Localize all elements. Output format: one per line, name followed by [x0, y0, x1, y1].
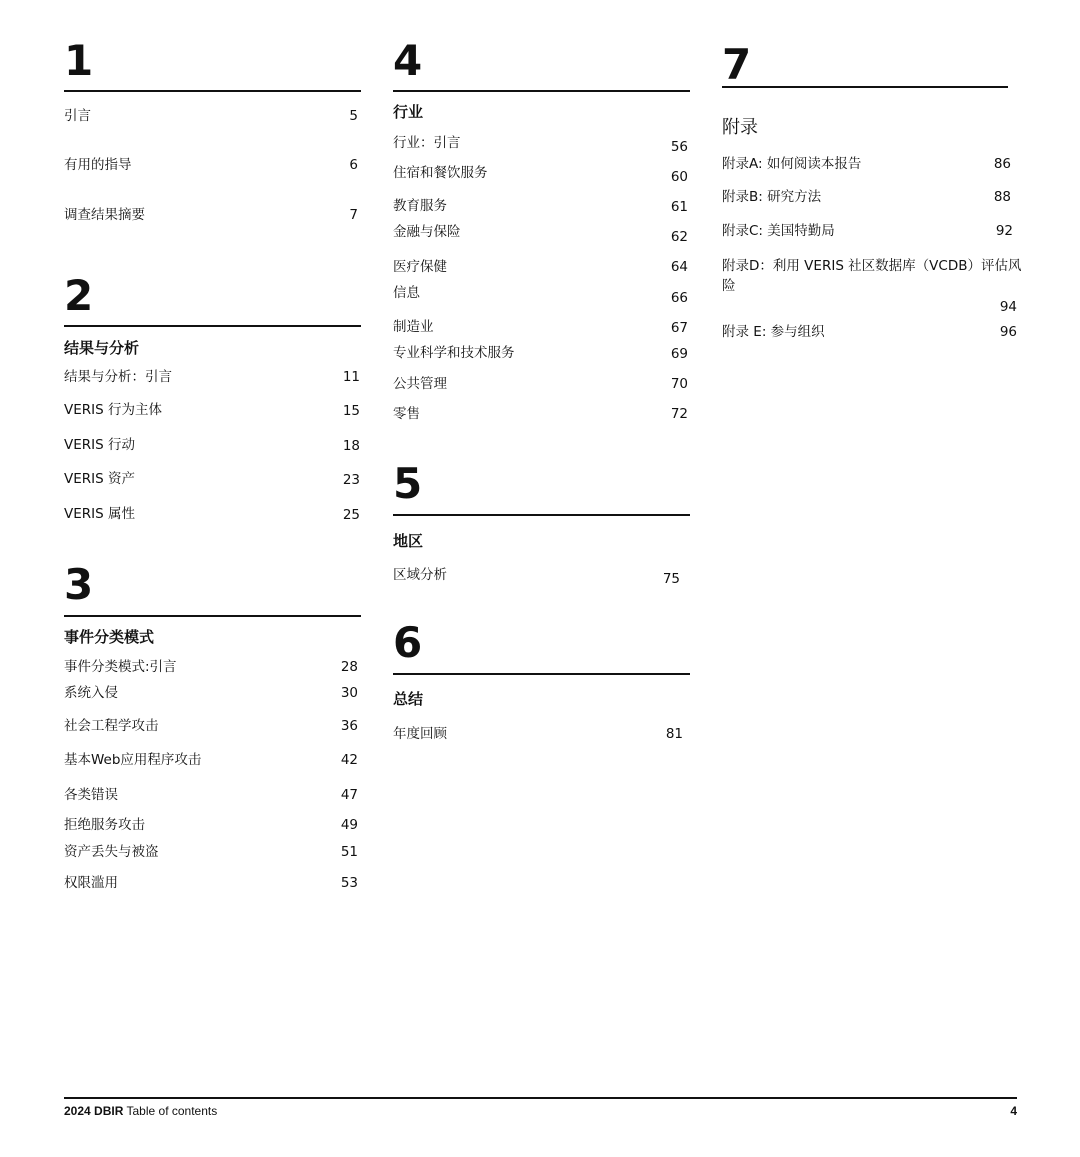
section-2-heading: 结果与分析: [64, 339, 140, 357]
toc-entry-label[interactable]: 零售: [393, 406, 420, 422]
toc-entry-page: 18: [342, 438, 360, 454]
toc-entry-page: 92: [995, 223, 1013, 239]
section-4-heading: 行业: [393, 103, 424, 121]
section-3-rule: [64, 615, 361, 617]
toc-entry-page: 7: [349, 207, 358, 223]
toc-entry-page: 49: [340, 817, 358, 833]
toc-entry-label[interactable]: 基本Web应用程序攻击: [64, 752, 202, 768]
toc-entry-label[interactable]: 拒绝服务攻击: [64, 817, 145, 833]
toc-entry-page: 70: [670, 376, 688, 392]
toc-entry-page: 23: [342, 472, 360, 488]
section-1-number: 1: [64, 36, 94, 85]
toc-entry-page: 86: [993, 156, 1011, 172]
toc-entry-page: 25: [342, 507, 360, 523]
footer-page-number: [977, 1103, 1017, 1119]
toc-entry-label[interactable]: 附录 E: 参与组织: [722, 324, 825, 340]
toc-entry-label[interactable]: 附录D：利用 VERIS 社区数据库（VCDB）评估风险: [722, 258, 1022, 294]
toc-entry-label[interactable]: VERIS 属性: [64, 506, 135, 522]
toc-entry-label[interactable]: 调查结果摘要: [64, 207, 145, 223]
toc-entry-page: 81: [665, 726, 683, 742]
toc-entry-page: 94: [999, 299, 1017, 315]
toc-entry-page: 36: [340, 718, 358, 734]
toc-entry-label[interactable]: 教育服务: [393, 198, 447, 214]
toc-entry-page: 66: [670, 290, 688, 306]
toc-entry-label[interactable]: 权限滥用: [64, 875, 118, 891]
toc-entry-page: 96: [999, 324, 1017, 340]
toc-entry-page: 53: [340, 875, 358, 891]
toc-entry-label[interactable]: 社会工程学攻击: [64, 718, 159, 734]
section-7-heading: 附录: [722, 117, 758, 138]
toc-entry-label[interactable]: 资产丢失与被盗: [64, 844, 159, 860]
section-7-number: 7: [722, 40, 752, 89]
toc-entry-label[interactable]: VERIS 行动: [64, 437, 135, 453]
toc-entry-label[interactable]: 区域分析: [393, 567, 447, 583]
toc-entry-page: 64: [670, 259, 688, 275]
section-6-number: 6: [393, 618, 423, 667]
section-5-rule: [393, 514, 690, 516]
section-6-heading: 总结: [393, 690, 424, 708]
toc-entry-page: 69: [670, 346, 688, 362]
toc-entry-label[interactable]: 有用的指导: [64, 157, 132, 173]
section-5-number: 5: [393, 459, 423, 508]
section-6-rule: [393, 673, 690, 675]
toc-entry-page: 60: [670, 169, 688, 185]
section-5-heading: 地区: [393, 532, 424, 550]
toc-entry-label[interactable]: 公共管理: [393, 376, 447, 392]
toc-entry-page: 56: [670, 139, 688, 155]
footer-report-name: 2024 DBIR: [64, 1104, 124, 1118]
toc-entry-page: 30: [340, 685, 358, 701]
toc-entry-label[interactable]: VERIS 资产: [64, 471, 135, 487]
toc-entry-label[interactable]: 各类错误: [64, 787, 118, 803]
toc-entry-label[interactable]: 系统入侵: [64, 685, 118, 701]
page-number: 4: [1010, 1104, 1017, 1118]
toc-entry-page: 88: [993, 189, 1011, 205]
section-1-rule: [64, 90, 361, 92]
toc-entry-label[interactable]: 住宿和餐饮服务: [393, 165, 488, 181]
toc-entry-page: 15: [342, 403, 360, 419]
toc-entry-page: 11: [342, 369, 360, 385]
toc-entry-label[interactable]: 事件分类模式:引言: [64, 659, 177, 675]
toc-entry-label[interactable]: VERIS 行为主体: [64, 402, 162, 418]
section-2-number: 2: [64, 271, 94, 320]
toc-entry-label[interactable]: 附录B: 研究方法: [722, 189, 822, 205]
toc-entry-label[interactable]: 附录C: 美国特勤局: [722, 223, 835, 239]
toc-entry-label[interactable]: 行业：引言: [393, 135, 461, 151]
toc-entry-page: 47: [340, 787, 358, 803]
toc-entry-label[interactable]: 专业科学和技术服务: [393, 345, 515, 361]
toc-entry-label[interactable]: 附录A: 如何阅读本报告: [722, 156, 862, 172]
toc-entry-page: 28: [340, 659, 358, 675]
toc-entry-page: 67: [670, 320, 688, 336]
section-7-rule: [722, 86, 1008, 88]
toc-entry-page: 5: [349, 108, 358, 124]
footer-rule: [64, 1097, 1017, 1099]
toc-entry-page: 72: [670, 406, 688, 422]
toc-entry-label[interactable]: 金融与保险: [393, 224, 461, 240]
toc-entry-page: 6: [349, 157, 358, 173]
toc-entry-page: 42: [340, 752, 358, 768]
toc-entry-label[interactable]: 制造业: [393, 319, 434, 335]
toc-entry-label[interactable]: 信息: [393, 285, 420, 301]
toc-entry-label[interactable]: 年度回顾: [393, 726, 447, 742]
footer-document-title: Table of contents: [126, 1104, 218, 1118]
toc-entry-page: 61: [670, 199, 688, 215]
section-3-number: 3: [64, 560, 94, 609]
toc-entry-page: 75: [662, 571, 680, 587]
section-4-rule: [393, 90, 690, 92]
section-2-rule: [64, 325, 361, 327]
toc-entry-page: 62: [670, 229, 688, 245]
section-4-number: 4: [393, 36, 423, 85]
toc-entry-label[interactable]: 结果与分析：引言: [64, 369, 172, 385]
section-3-heading: 事件分类模式: [64, 628, 155, 646]
footer-title: [64, 1103, 217, 1119]
toc-entry-label[interactable]: 引言: [64, 108, 91, 124]
toc-entry-page: 51: [340, 844, 358, 860]
toc-entry-label[interactable]: 医疗保健: [393, 259, 447, 275]
